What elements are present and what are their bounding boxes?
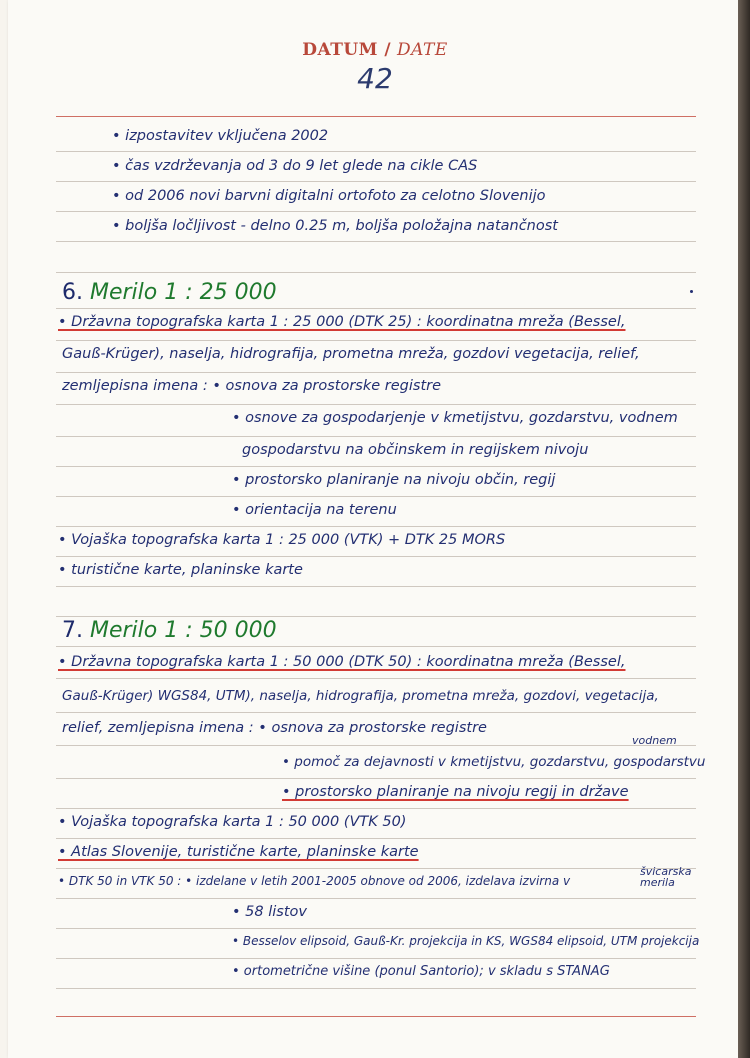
note-line: • izpostavitev vključena 2002 (112, 128, 329, 144)
note-line: relief, zemljepisna imena : • osnova za prostorske registre (62, 720, 487, 736)
note-line: • DTK 50 in VTK 50 : • izdelane v letih 2001-2005 obnove od 2006, izdelava izvirna v (58, 874, 571, 888)
rule-line (56, 372, 696, 373)
note-line: • boljša ločljivost - delno 0.25 m, boljša položajna natančnost (112, 218, 558, 234)
rule-line (56, 436, 696, 437)
rule-line (56, 241, 696, 242)
rule-line (56, 678, 696, 679)
rule-line (56, 308, 696, 309)
rule-line (56, 958, 696, 959)
section-number: 7. (62, 618, 83, 643)
note-line: • prostorsko planiranje na nivoju regij in države (282, 784, 629, 800)
rule-line (56, 646, 696, 647)
note-line: • Vojaška topografska karta 1 : 50 000 (VTK 50) (58, 814, 407, 830)
margin-note: vodnem (632, 734, 677, 747)
note-line: • Besselov elipsoid, Gauß-Kr. projekcija in KS, WGS84 elipsoid, UTM projekcija (232, 934, 700, 948)
note-line: • čas vzdrževanja od 3 do 9 let glede na cikle CAS (112, 158, 478, 174)
note-line: • turistične karte, planinske karte (58, 562, 303, 578)
note-line: • 58 listov (232, 904, 307, 920)
date-value: 42 (357, 62, 393, 95)
date-label: DATE (397, 40, 448, 60)
rule-line (56, 211, 696, 212)
note-line: Gauß-Krüger), naselja, hidrografija, prometna mreža, gozdovi vegetacija, relief, (62, 346, 640, 362)
note-line: Gauß-Krüger) WGS84, UTM), naselja, hidrografija, prometna mreža, gozdovi, vegetacija, (62, 688, 659, 704)
section-title: Merilo 1 : 25 000 (90, 280, 277, 305)
note-line: • Atlas Slovenije, turistične karte, planinske karte (58, 844, 419, 860)
rule-line (56, 272, 696, 273)
note-line: gospodarstvu na občinskem in regijskem nivoju (242, 442, 589, 458)
dot-mark (690, 290, 693, 293)
rule-line (56, 404, 696, 405)
note-line: • orientacija na terenu (232, 502, 397, 518)
date-header (0, 40, 750, 60)
rule-line (56, 556, 696, 557)
margin-note: švicarska merila (640, 865, 692, 889)
section-title: Merilo 1 : 50 000 (90, 618, 277, 643)
rule-line (56, 586, 696, 587)
rule-line (56, 898, 696, 899)
rule-line (56, 712, 696, 713)
note-line: • pomoč za dejavnosti v kmetijstvu, gozdarstvu, gospodarstvu (282, 754, 706, 770)
header-rule (56, 116, 696, 117)
rule-line (56, 838, 696, 839)
rule-line (56, 868, 696, 869)
rule-line (56, 496, 696, 497)
rule-line (56, 616, 696, 617)
notebook-spine (738, 0, 750, 1058)
rule-line (56, 988, 696, 989)
rule-line (56, 808, 696, 809)
rule-line (56, 526, 696, 527)
rule-line (56, 778, 696, 779)
rule-line (56, 466, 696, 467)
section-7-heading (62, 618, 277, 643)
rule-line (56, 151, 696, 152)
note-line: • od 2006 novi barvni digitalni ortofoto za celotno Slovenijo (112, 188, 546, 204)
note-line: zemljepisna imena : • osnova za prostorske registre (62, 378, 442, 394)
note-line: • Državna topografska karta 1 : 50 000 (DTK 50) : koordinatna mreža (Bessel, (58, 654, 626, 670)
note-line: • ortometrične višine (ponul Santorio); v skladu s STANAG (232, 964, 610, 979)
note-line: • Vojaška topografska karta 1 : 25 000 (VTK) + DTK 25 MORS (58, 532, 506, 548)
datum-label: DATUM / (302, 40, 392, 60)
footer-rule (56, 1016, 696, 1017)
section-number: 6. (62, 280, 83, 305)
rule-line (56, 181, 696, 182)
rule-line (56, 745, 696, 746)
note-line: • osnove za gospodarjenje v kmetijstvu, gozdarstvu, vodnem (232, 410, 678, 426)
rule-line (56, 340, 696, 341)
note-line: • Državna topografska karta 1 : 25 000 (DTK 25) : koordinatna mreža (Bessel, (58, 314, 626, 330)
section-6-heading (62, 280, 277, 305)
note-line: • prostorsko planiranje na nivoju občin, regij (232, 472, 556, 488)
rule-line (56, 928, 696, 929)
